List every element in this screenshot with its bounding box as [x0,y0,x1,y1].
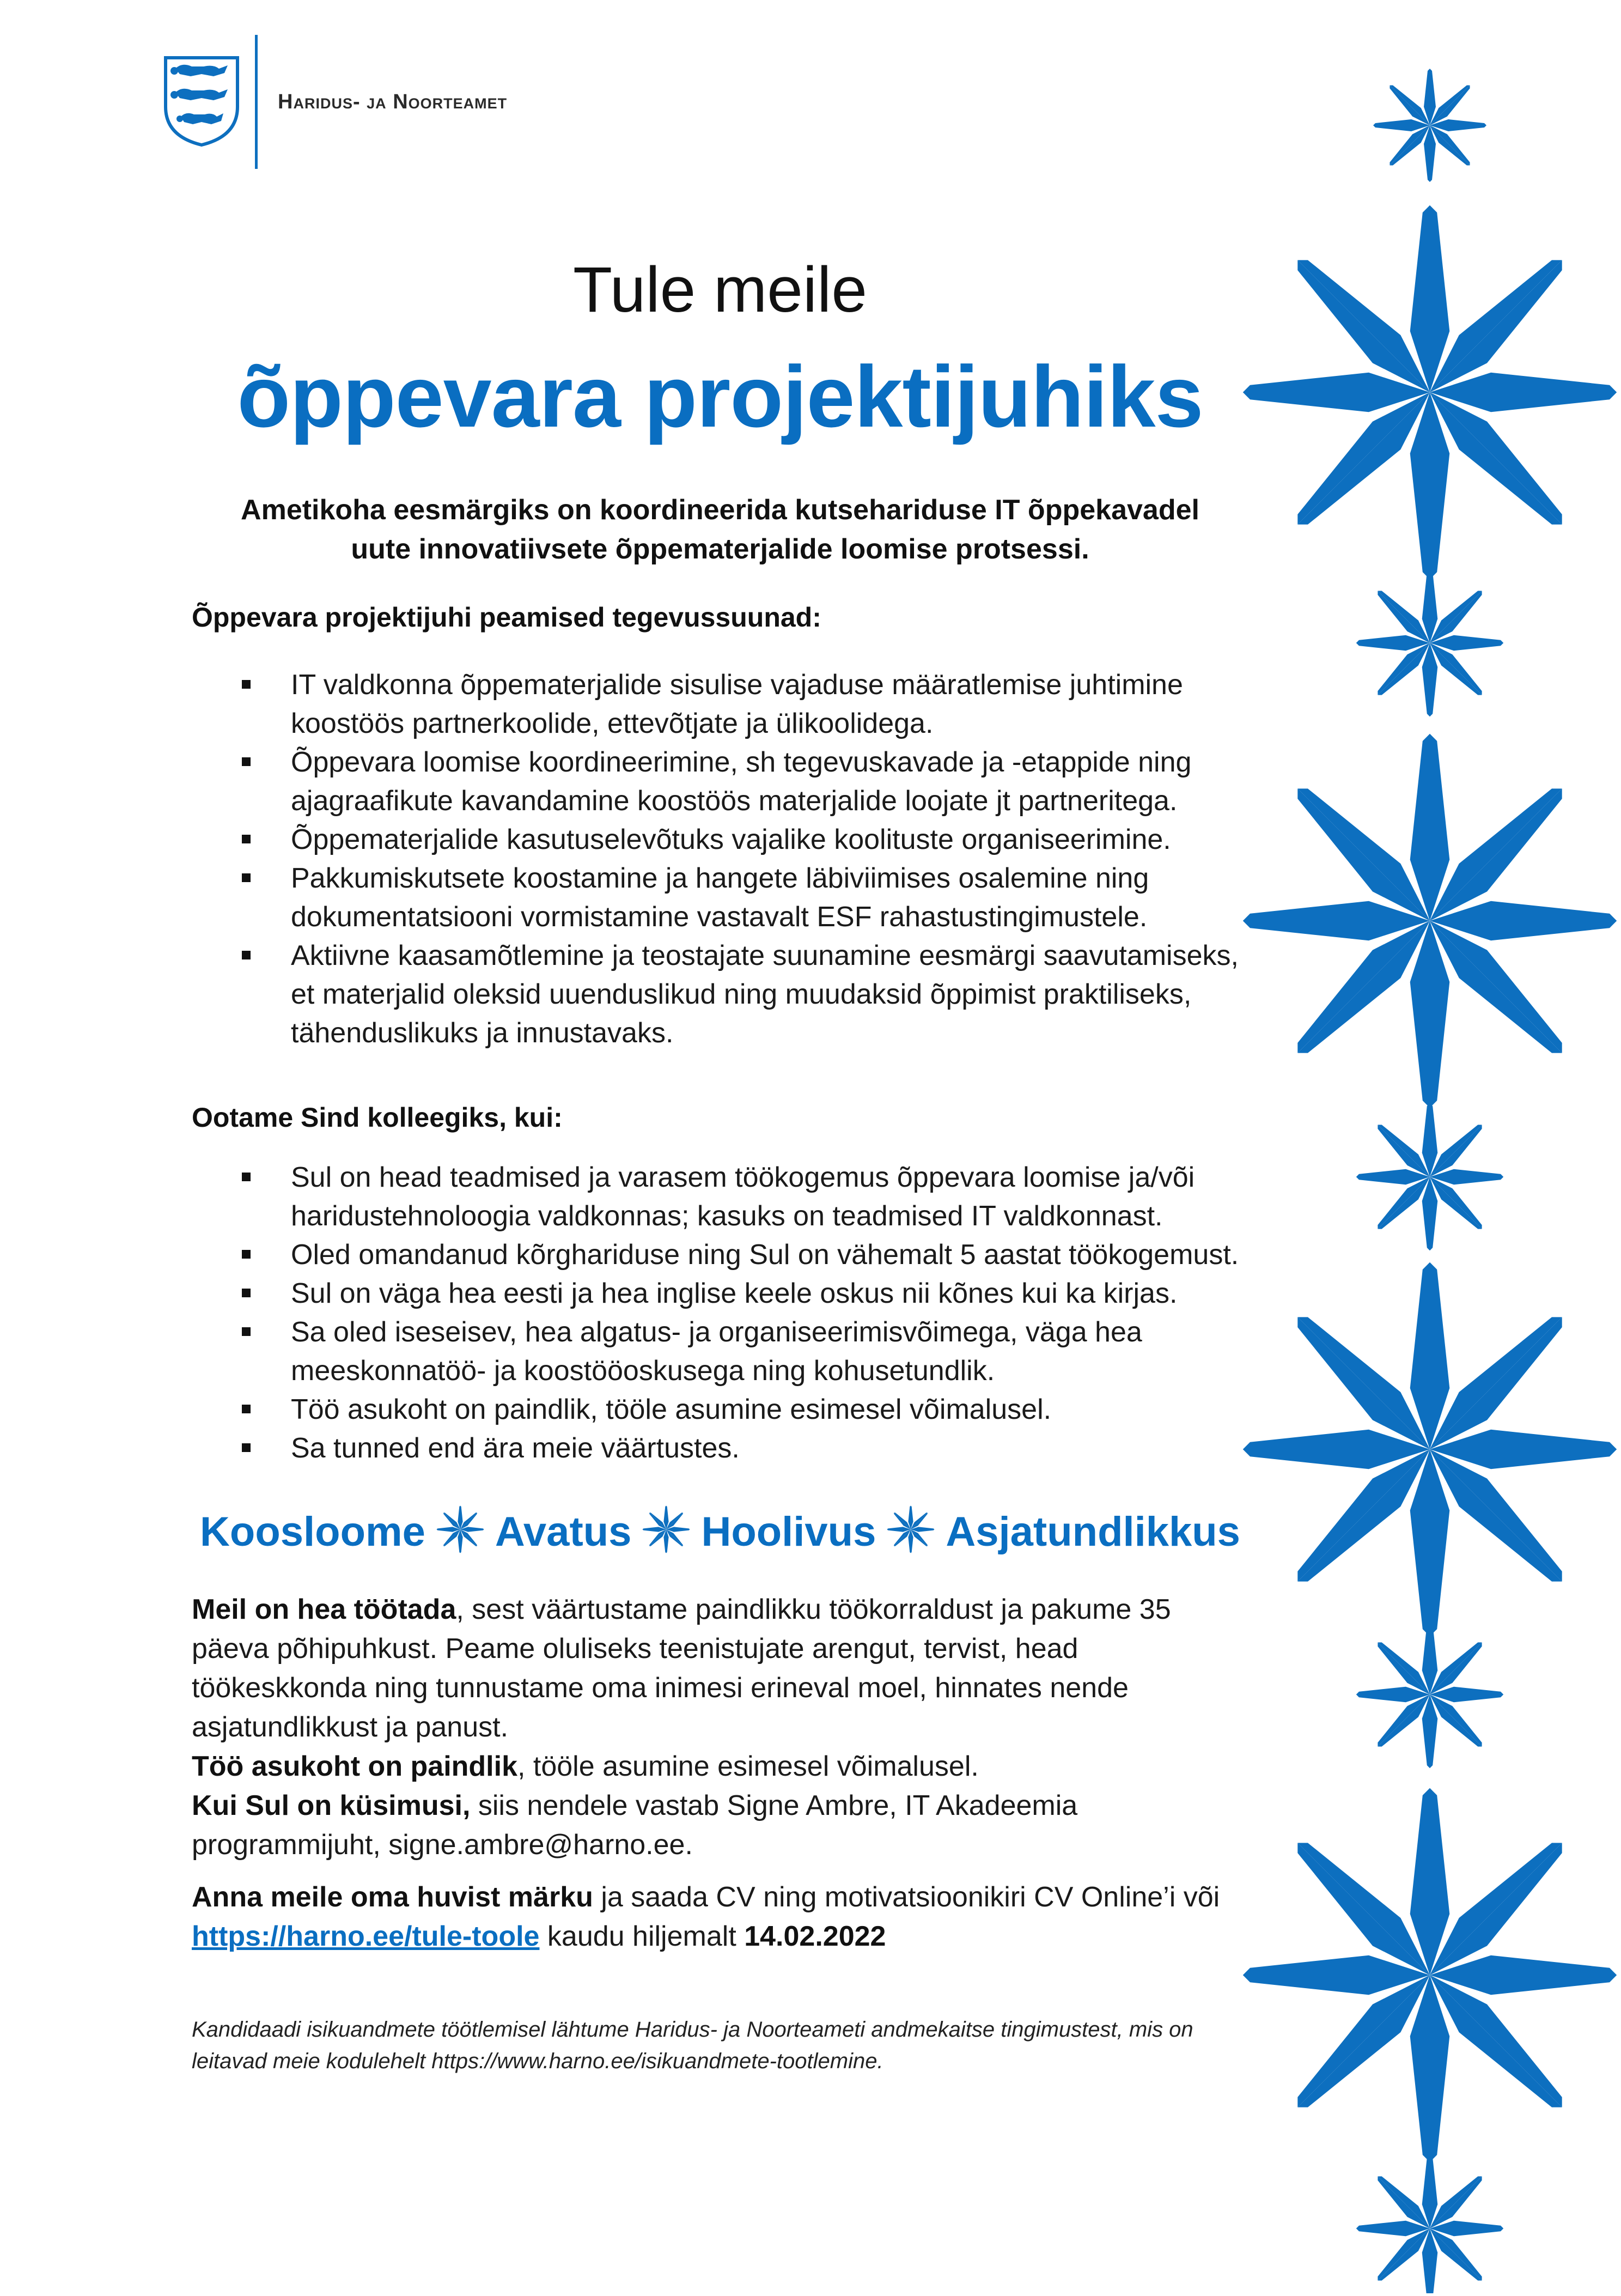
intro-text [192,490,1248,569]
list-item: Sa tunned end ära meie väärtustes. [192,1429,1248,1468]
bullet-icon [242,1443,251,1452]
snowflake-star-icon [1243,69,1617,2293]
deadline: 14.02.2022 [744,1921,886,1952]
requirements-heading: Ootame Sind kolleegiks, kui: [192,1102,563,1133]
job-title: õppevara projektijuhiks [237,348,1203,445]
list-item: Töö asukoht on paindlik, tööle asumine esimesel võimalusel. [192,1390,1248,1429]
bullet-icon [242,1250,251,1259]
list-item: Pakkumiskutsete koostamine ja hangete läbiviimises osalemine ning dokumentatsiooni vormistamine vastavalt ESF rahastustingimustele. [192,859,1248,937]
bullet-icon [242,835,251,843]
bullet-icon [242,1173,251,1181]
value-label: Hoolivus [701,1509,876,1555]
apply-bold: Anna meile oma huvist märku [192,1881,593,1913]
privacy-disclaimer: Kandidaadi isikuandmete töötlemisel lähtume Haridus- ja Noorteameti andmekaitse tingimustest, mis on leitavad meie kodulehelt https://www.harno.ee/isikuandmete-tootlemine. [192,2018,1193,2073]
offer-paragraph: Meil on hea töötada, sest väärtustame paindlikku töökorraldust ja pakume 35 päeva põhipuhkust. Peame oluliseks teenistujate arengut, tervist, head töökeskkonda ning tunnustame oma inimesi erineval moel, hinnates nende asjatundlikkust ja panust. Töö asukoht on paindlik, tööle asumine esimesel võimalusel. Kui Sul on küsimusi, siis nendele vastab Signe Ambre, IT Akadeemia programmijuht, signe.ambre@harno.ee. [192,1594,1171,1861]
bullet-icon [242,680,251,689]
list-item: Sul on väga hea eesti ja hea inglise keele oskus nii kõnes kui ka kirjas. [192,1274,1248,1313]
list-item: Sa oled iseseisev, hea algatus- ja organiseerimisvõimega, väga hea meeskonnatöö- ja koostööoskusega ning kohusetundlik. [192,1313,1248,1390]
value-label: Avatus [495,1509,632,1555]
decorative-stars [1236,0,1621,2293]
coat-of-arms-icon [163,54,240,147]
offer-bold-3: Kui Sul on küsimusi, [192,1790,471,1821]
value-label: Asjatundlikkus [946,1509,1240,1555]
bullet-icon [242,1405,251,1413]
duties-heading: Õppevara projektijuhi peamised tegevussuunad: [192,602,821,633]
bullet-icon [242,1327,251,1336]
bullet-icon [242,1289,251,1297]
list-item: Aktiivne kaasamõtlemine ja teostajate suunamine eesmärgi saavutamiseks, et materjalid oleksid uuenduslikud ning muudaksid õppimist praktiliseks, tähenduslikuks ja innustavaks. [192,937,1248,1053]
list-item: IT valdkonna õppematerjalide sisulise vajaduse määratlemise juhtimine koostöös partnerkoolide, ettevõtjate ja ülikoolidega. [192,666,1248,743]
bullet-icon [242,873,251,882]
offer-bold-1: Meil on hea töötada [192,1594,456,1625]
bullet-icon [242,951,251,959]
apply-paragraph: Anna meile oma huvist märku ja saada CV ning motivatsioonikiri CV Online’i või https://harno.ee/tule-toole kaudu hiljemalt 14.02.2022 [192,1881,1220,1952]
intro-line-2: uute innovatiivsete õppematerjalide loomise protsessi. [351,533,1089,565]
list-item: Õppematerjalide kasutuselevõtuks vajalike koolituste organiseerimine. [192,821,1248,859]
duties-list [192,666,1248,1053]
bullet-icon [242,757,251,766]
apply-link[interactable]: https://harno.ee/tule-toole [192,1921,540,1952]
list-item: Õppevara loomise koordineerimine, sh tegevuskavade ja -etappide ning ajagraafikute kavandamine koostöös materjalide loojate jt partneritega. [192,743,1248,821]
snowflake-icon [435,1504,485,1554]
requirements-list [192,1158,1248,1468]
title-line-1: Tule meile [573,254,867,326]
list-item: Sul on head teadmised ja varasem töökogemus õppevara loomise ja/või haridustehnoloogia valdkonnas; kasuks on teadmised IT valdkonnast. [192,1158,1248,1236]
snowflake-icon [886,1504,936,1554]
list-item: Oled omandanud kõrghariduse ning Sul on vähemalt 5 aastat töökogemust. [192,1236,1248,1274]
offer-bold-2: Töö asukoht on paindlik [192,1751,517,1782]
org-name: Haridus- ja Noorteamet [278,90,508,113]
intro-line-1: Ametikoha eesmärgiks on koordineerida kutsehariduse IT õppekavadel [241,494,1199,526]
snowflake-icon [641,1504,691,1554]
logo-divider [255,35,258,169]
values-row [192,1508,1248,1560]
value-label: Koosloome [200,1509,425,1555]
